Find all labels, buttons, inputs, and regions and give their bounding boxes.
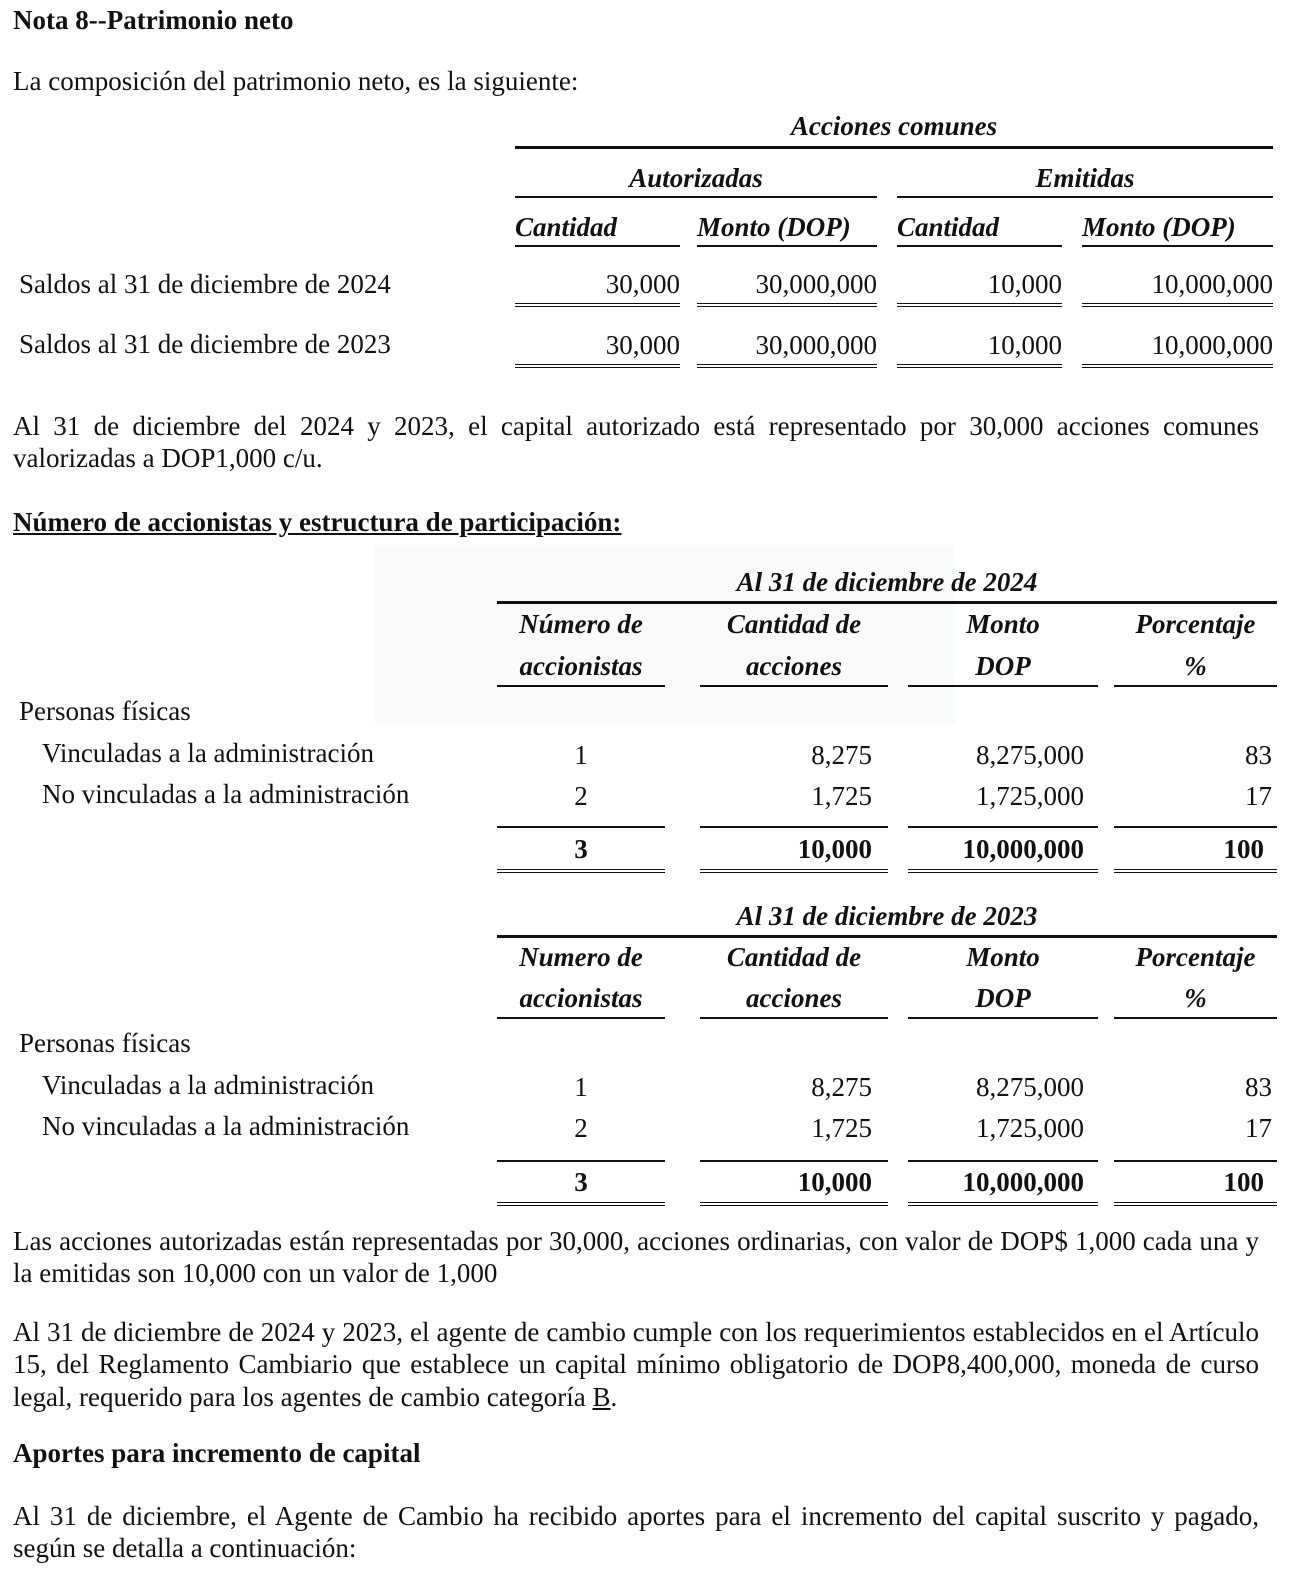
row-qty: 8,275	[811, 740, 872, 770]
col-header-line2: accionistas	[497, 982, 665, 1019]
col-monto-emitidas: Monto (DOP)	[1082, 211, 1273, 247]
row-amount: 8,275,000	[976, 740, 1084, 770]
ordinary-shares-paragraph: Las acciones autorizadas están representadas por 30,000, acciones ordinarias, con valor de DOP$ 1,000 cada una y la emitidas son 10,000 con un valor de 1,000	[13, 1226, 1259, 1289]
auth-amt-2023: 30,000,000	[697, 329, 877, 368]
row-qty: 1,725	[811, 781, 872, 811]
period-header: Al 31 de diciembre de 2024	[736, 567, 1038, 597]
iss-amt-2024: 10,000,000	[1082, 268, 1273, 307]
row-amount: 1,725,000	[976, 1113, 1084, 1143]
row-qty: 1,725	[811, 1113, 872, 1143]
subtotal-line	[497, 826, 665, 828]
col-header-line2: %	[1114, 650, 1277, 687]
total-percent: 100	[1114, 1166, 1277, 1206]
row-percent: 83	[1245, 740, 1272, 770]
group-label: Personas físicas	[19, 696, 191, 726]
col-header-line2: %	[1114, 982, 1277, 1019]
total-amount: 10,000,000	[908, 833, 1098, 873]
row-label: Vinculadas a la administración	[42, 738, 375, 768]
iss-qty-2024: 10,000	[897, 268, 1062, 307]
subtotal-line	[700, 1160, 888, 1162]
row-amount: 1,725,000	[976, 781, 1084, 811]
subtotal-line	[700, 826, 888, 828]
row-percent: 83	[1245, 1072, 1272, 1102]
shareholders-section-title: Número de accionistas y estructura de participación:	[13, 507, 622, 537]
col-monto-autorizadas: Monto (DOP)	[697, 211, 877, 247]
regulation-paragraph	[13, 1316, 1259, 1413]
subtotal-line	[908, 826, 1098, 828]
total-qty: 10,000	[700, 1166, 888, 1206]
row-label: No vinculadas a la administración	[42, 1111, 410, 1141]
divider	[515, 146, 1273, 149]
row-percent: 17	[1245, 1113, 1272, 1143]
acciones-comunes-header: Acciones comunes	[790, 111, 998, 141]
auth-qty-2023: 30,000	[515, 329, 680, 368]
note-title: Nota 8--Patrimonio neto	[13, 5, 294, 35]
total-qty: 10,000	[700, 833, 888, 873]
col-header-line2: DOP	[908, 650, 1098, 687]
col-header-line1: Número de	[519, 609, 643, 639]
total-count: 3	[497, 1166, 665, 1206]
period-header: Al 31 de diciembre de 2023	[736, 901, 1038, 931]
autorizadas-header: Autorizadas	[515, 162, 877, 198]
col-header-line1: Numero de	[519, 942, 643, 972]
col-header-line1: Cantidad de	[726, 609, 862, 639]
col-header-line2: acciones	[700, 650, 888, 687]
row-count: 1	[574, 1072, 588, 1102]
total-amount: 10,000,000	[908, 1166, 1098, 1206]
row-percent: 17	[1245, 781, 1272, 811]
subtotal-line	[1114, 826, 1277, 828]
col-header-line2: accionistas	[497, 650, 665, 687]
total-percent: 100	[1114, 833, 1277, 873]
contributions-section-title: Aportes para incremento de capital	[13, 1438, 421, 1468]
subtotal-line	[908, 1160, 1098, 1162]
row-count: 2	[574, 781, 588, 811]
col-header-line1: Cantidad de	[726, 942, 862, 972]
auth-qty-2024: 30,000	[515, 268, 680, 307]
total-count: 3	[497, 833, 665, 873]
col-header-line1: Monto	[966, 609, 1040, 639]
regulation-end: .	[610, 1381, 618, 1412]
emitidas-header: Emitidas	[897, 162, 1273, 198]
col-cantidad-autorizadas: Cantidad	[515, 211, 680, 247]
subtotal-line	[497, 1160, 665, 1162]
subtotal-line	[1114, 1160, 1277, 1162]
row-label: Vinculadas a la administración	[42, 1070, 375, 1100]
row-qty: 8,275	[811, 1072, 872, 1102]
col-header-line2: acciones	[700, 982, 888, 1019]
divider	[497, 935, 1277, 938]
category-letter: B	[592, 1381, 611, 1412]
row-count: 1	[574, 740, 588, 770]
iss-amt-2023: 10,000,000	[1082, 329, 1273, 368]
row-count: 2	[574, 1113, 588, 1143]
col-cantidad-emitidas: Cantidad	[897, 211, 1062, 247]
regulation-text: Al 31 de diciembre de 2024 y 2023, el agente de cambio cumple con los requerimientos establecidos en el Artículo 15, del Reglamento Cambiario que establece un capital mínimo obligatorio de DOP8,400,000, moneda de curso legal, requerido para los agentes de cambio categoría	[13, 1317, 1259, 1412]
row-label-2024: Saldos al 31 de diciembre de 2024	[19, 269, 391, 299]
row-label-2023: Saldos al 31 de diciembre de 2023	[19, 329, 391, 359]
col-header-line2: DOP	[908, 982, 1098, 1019]
row-label: No vinculadas a la administración	[42, 779, 410, 809]
auth-amt-2024: 30,000,000	[697, 268, 877, 307]
iss-qty-2023: 10,000	[897, 329, 1062, 368]
col-header-line1: Porcentaje	[1135, 942, 1256, 972]
col-header-line1: Porcentaje	[1135, 609, 1256, 639]
col-header-line1: Monto	[966, 942, 1040, 972]
intro-text: La composición del patrimonio neto, es la siguiente:	[13, 66, 579, 96]
authorized-capital-paragraph: Al 31 de diciembre del 2024 y 2023, el capital autorizado está representado por 30,000 acciones comunes valorizadas a DOP1,000 c/u.	[13, 411, 1259, 474]
divider	[497, 601, 1277, 604]
group-label: Personas físicas	[19, 1028, 191, 1058]
contributions-paragraph: Al 31 de diciembre, el Agente de Cambio ha recibido aportes para el incremento del capital suscrito y pagado, según se detalla a continuación:	[13, 1501, 1259, 1564]
row-amount: 8,275,000	[976, 1072, 1084, 1102]
